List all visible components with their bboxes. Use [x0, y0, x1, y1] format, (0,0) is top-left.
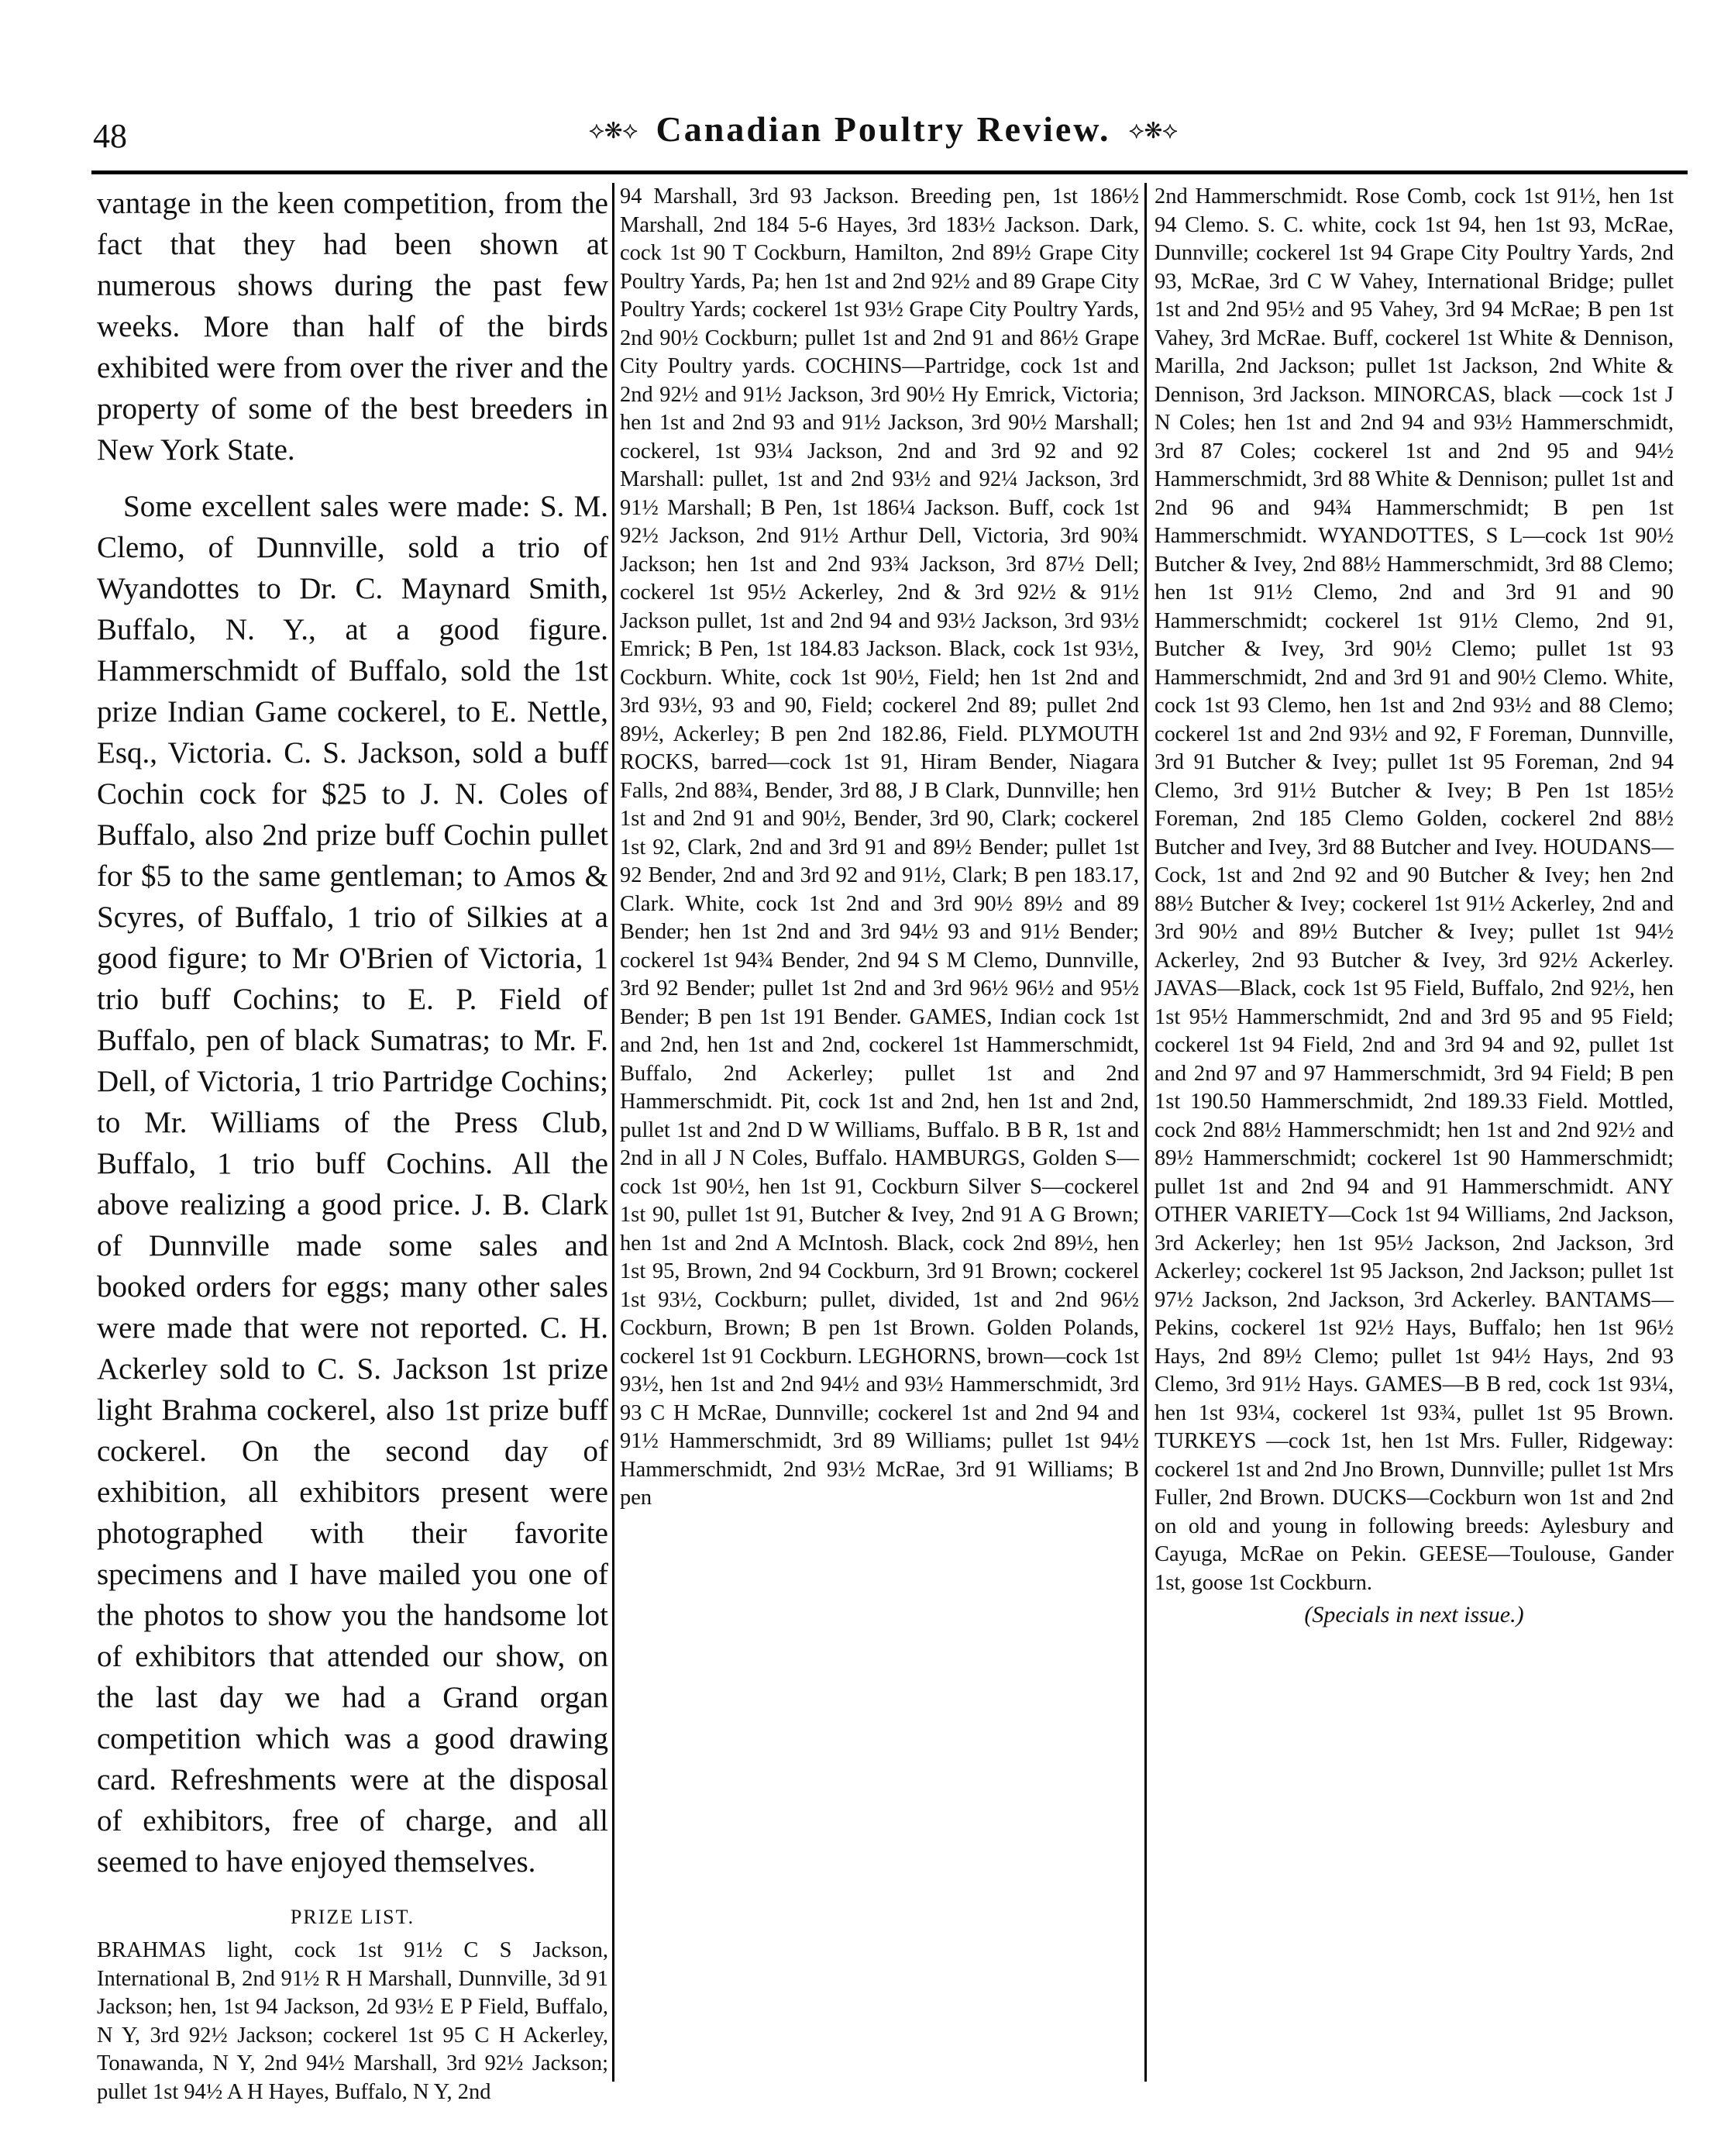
paragraph-2: Some excellent sales were made: S. M. Clemo, of Dunnville, sold a trio of Wyandottes to Dr. C. Maynard Smith, Buffalo, N. Y., at a good figure. Hammerschmidt of Buffalo, sold the 1st prize Indian Game cockerel, to E. Nettle, Esq., Victoria. C. S. Jackson, sold a buff Cochin cock for $25 to J. N. Coles of Buffalo, also 2nd prize buff Cochin pullet for $5 to the same gentleman; to Amos & Scyres, of Buffalo, 1 trio of Silkies at a good figure; to Mr O'Brien of Victoria, 1 trio buff Cochins; to E. P. Field of Buffalo, pen of black Sumatras; to Mr. F. Dell, of Victoria, 1 trio Partridge Cochins; to Mr. Williams of the Press Club, Buffalo, 1 trio buff Cochins. All the above realizing a good price. J. B. Clark of Dunnville made some sales and booked orders for eggs; many other sales were made that were not reported. C. H. Ackerley sold to C. S. Jackson 1st prize light Brahma cockerel, also 1st prize buff cockerel. On the second day of exhibition, all exhibitors present were photographed with their favorite specimens and I have mailed you one of the photos to show you the handsome lot of exhibitors that attended our show, on the last day we had a Grand organ competition which was a good drawing card. Refreshments were at the disposal of exhibitors, free of charge, and all seemed to have enjoyed themselves. [97, 490, 608, 1879]
column-divider-2 [1144, 183, 1147, 2082]
prize-list-start: BRAHMAS light, cock 1st 91½ C S Jackson, International B, 2nd 91½ R H Marshall, Dunnville, 3d 91 Jackson; hen, 1st 94 Jackson, 2d 93½ E P Field, Buffalo, N Y, 3rd 92½ Jackson; cockerel 1st 95 C H Ackerley, Tonawanda, N Y, 2nd 94½ Marshall, 3rd 92½ Jackson; pullet 1st 94½ A H Hayes, Buffalo, N Y, 2nd [97, 1938, 608, 2104]
page-number: 48 [93, 117, 127, 155]
masthead [589, 108, 1178, 155]
prize-list-continued-2: 2nd Hammerschmidt. Rose Comb, cock 1st 91½, hen 1st 94 Clemo. S. C. white, cock 1st 94, hen 1st 93, McRae, Dunnville; cockerel 1st 94 Grape City Poultry Yards, 2nd 93, McRae, 3rd C W Vahey, International Bridge; pullet 1st and 2nd 95½ and 95 Vahey, 3rd 94 McRae; B pen 1st Vahey, 3rd McRae. Buff, cockerel 1st White & Dennison, Marilla, 2nd Jackson; pullet 1st Jackson, 2nd White & Dennison, 3rd Jackson. MINORCAS, black —cock 1st J N Coles; hen 1st and 2nd 94 and 93½ Hammerschmidt, 3rd 87 Coles; cockerel 1st and 2nd 95 and 94½ Hammerschmidt, 3rd 88 White & Dennison; pullet 1st and 2nd 96 and 94¾ Hammerschmidt; B pen 1st Hammerschmidt. WYANDOTTES, S L—cock 1st 90½ Butcher & Ivey, 2nd 88½ Hammerschmidt, 3rd 88 Clemo; hen 1st 91½ Clemo, 2nd and 3rd 91 and 90 Hammerschmidt; cockerel 1st 91½ Clemo, 2nd 91, Butcher & Ivey, 3rd 90½ Clemo; pullet 1st 93 Hammerschmidt, 2nd and 3rd 91 and 90½ Clemo. White, cock 1st 93 Clemo, hen 1st and 2nd 93½ and 88 Clemo; cockerel 1st and 2nd 93½ and 92, F Foreman, Dunnville, 3rd 91 Butcher & Ivey; pullet 1st 95 Foreman, 2nd 94 Clemo, 3rd 91½ Butcher & Ivey; B Pen 1st 185½ Foreman, 2nd 185 Clemo Golden, cockerel 2nd 88½ Butcher and Ivey, 3rd 88 Butcher and Ivey. HOUDANS—Cock, 1st and 2nd 92 and 90 Butcher & Ivey; hen 2nd 88½ Butcher & Ivey; cockerel 1st 91½ Ackerley, 2nd and 3rd 90½ and 89½ Butcher & Ivey; pullet 1st 94½ Ackerley, 2nd 93 Butcher & Ivey, 3rd 92½ Ackerley. JAVAS—Black, cock 1st 95 Field, Buffalo, 2nd 92½, hen 1st 95½ Hammerschmidt, 2nd and 3rd 95 and 95 Field; cockerel 1st 94 Field, 2nd and 3rd 94 and 92, pullet 1st and 2nd 97 and 97 Hammerschmidt, 3rd 94 Field; B pen 1st 190.50 Hammerschmidt, 2nd 189.33 Field. Mottled, cock 2nd 88½ Hammerschmidt; hen 1st and 2nd 92½ and 89½ Hammerschmidt; cockerel 1st 90 Hammerschmidt; pullet 1st and 2nd 94 and 91 Hammerschmidt. ANY OTHER VARIETY—Cock 1st 94 Williams, 2nd Jackson, 3rd Ackerley; hen 1st 95½ Jackson, 2nd Jackson, 3rd Ackerley; cockerel 1st 95 Jackson, 2nd Jackson; pullet 1st 97½ Jackson, 2nd Jackson, 3rd Ackerley. BANTAMS—Pekins, cockerel 1st 92½ Hays, Buffalo; hen 1st 96½ Hays, 2nd 89½ Clemo; pullet 1st 94½ Hays, 2nd 93 Clemo, 3rd 91½ Hays. GAMES—B B red, cock 1st 93¼, hen 1st 93¼, cockerel 1st 93¾, pullet 1st 95 Brown. TURKEYS —cock 1st, hen 1st Mrs. Fuller, Ridgeway: cockerel 1st and 2nd Jno Brown, Dunnville; pullet 1st Mrs Fuller, 2nd Brown. DUCKS—Cockburn won 1st and 2nd on old and young in following breeds: Aylesbury and Cayuga, McRae on Pekin. GEESE—Toulouse, Gander 1st, goose 1st Cockburn. [1155, 184, 1674, 1595]
column-2 [620, 183, 1139, 1513]
column-1 [97, 183, 608, 2106]
magazine-title: Canadian Poultry Review. [656, 109, 1111, 149]
specials-note: (Specials in next issue.) [1304, 1602, 1524, 1627]
paragraph-1: vantage in the keen competition, from the fact that they had been shown at numerous shows during the past few weeks. More than half of the birds exhibited were from over the river and the property of some of the best breeders in New York State. [97, 187, 608, 467]
header-rule [91, 170, 1688, 174]
column-divider-1 [612, 183, 614, 2082]
ornament-left-icon: ⟡❋⟡ [589, 118, 638, 143]
column-3 [1155, 183, 1674, 1628]
ornament-right-icon: ⟡❋⟡ [1128, 118, 1178, 143]
prize-list-continued: 94 Marshall, 3rd 93 Jackson. Breeding pen, 1st 186½ Marshall, 2nd 184 5-6 Hayes, 3rd 183½ Jackson. Dark, cock 1st 90 T Cockburn, Hamilton, 2nd 89½ Grape City Poultry Yards, Pa; hen 1st and 2nd 92½ and 89 Grape City Poultry Yards; cockerel 1st 93½ Grape City Poultry Yards, 2nd 90½ Cockburn; pullet 1st and 2nd 91 and 86½ Grape City Poultry yards. COCHINS—Partridge, cock 1st and 2nd 92½ and 91½ Jackson, 3rd 90½ Hy Emrick, Victoria; hen 1st and 2nd 93 and 91½ Jackson, 3rd 90½ Marshall; cockerel, 1st 93¼ Jackson, 2nd and 3rd 92 and 92 Marshall: pullet, 1st and 2nd 93½ and 92¼ Jackson, 3rd 91½ Marshall; B Pen, 1st 186¼ Jackson. Buff, cock 1st 92½ Jackson, 2nd 91½ Arthur Dell, Victoria, 3rd 90¾ Jackson; hen 1st and 2nd 93¾ Jackson, 3rd 87½ Dell; cockerel 1st 95½ Ackerley, 2nd & 3rd 92½ & 91½ Jackson pullet, 1st and 2nd 94 and 93½ Jackson, 3rd 93½ Emrick; B Pen, 1st 184.83 Jackson. Black, cock 1st 93½, Cockburn. White, cock 1st 90½, Field; hen 1st 2nd and 3rd 93½, 93 and 90, Field; cockerel 2nd 89; pullet 2nd 89½, Ackerley; B pen 2nd 182.86, Field. PLYMOUTH ROCKS, barred—cock 1st 91, Hiram Bender, Niagara Falls, 2nd 88¾, Bender, 3rd 88, J B Clark, Dunnville; hen 1st and 2nd 91 and 90½, Bender, 3rd 90, Clark; cockerel 1st 92, Clark, 2nd and 3rd 91 and 89½ Bender; pullet 1st 92 Bender, 2nd and 3rd 92 and 91½, Clark; B pen 183.17, Clark. White, cock 1st 2nd and 3rd 90½ 89½ and 89 Bender; hen 1st 2nd and 3rd 94½ 93 and 91½ Bender; cockerel 1st 94¾ Bender, 2nd 94 S M Clemo, Dunnville, 3rd 92 Bender; pullet 1st 2nd and 3rd 96½ 96½ and 95½ Bender; B pen 1st 191 Bender. GAMES, Indian cock 1st and 2nd, hen 1st and 2nd, cockerel 1st Hammerschmidt, Buffalo, 2nd Ackerley; pullet 1st and 2nd Hammerschmidt. Pit, cock 1st and 2nd, hen 1st and 2nd, pullet 1st and 2nd D W Williams, Buffalo. B B R, 1st and 2nd in all J N Coles, Buffalo. HAMBURGS, Golden S—cock 1st 90½, hen 1st 91, Cockburn Silver S—cockerel 1st 90, pullet 1st 91, Butcher & Ivey, 2nd 91 A G Brown; hen 1st and 2nd A McIntosh. Black, cock 2nd 89½, hen 1st 95, Brown, 2nd 94 Cockburn, 3rd 91 Brown; cockerel 1st 93½, Cockburn; pullet, divided, 1st and 2nd 96½ Cockburn, Brown; B pen 1st Brown. Golden Polands, cockerel 1st 91 Cockburn. LEGHORNS, brown—cock 1st 93½, hen 1st and 2nd 94½ and 93½ Hammerschmidt, 3rd 93 C H McRae, Dunnville; cockerel 1st and 2nd 94 and 91½ Hammerschmidt, 3rd 89 Williams; pullet 1st 94½ Hammerschmidt, 2nd 93½ McRae, 3rd 91 Williams; B pen [620, 184, 1139, 1510]
prize-list-heading: PRIZE LIST. [290, 1906, 415, 1928]
